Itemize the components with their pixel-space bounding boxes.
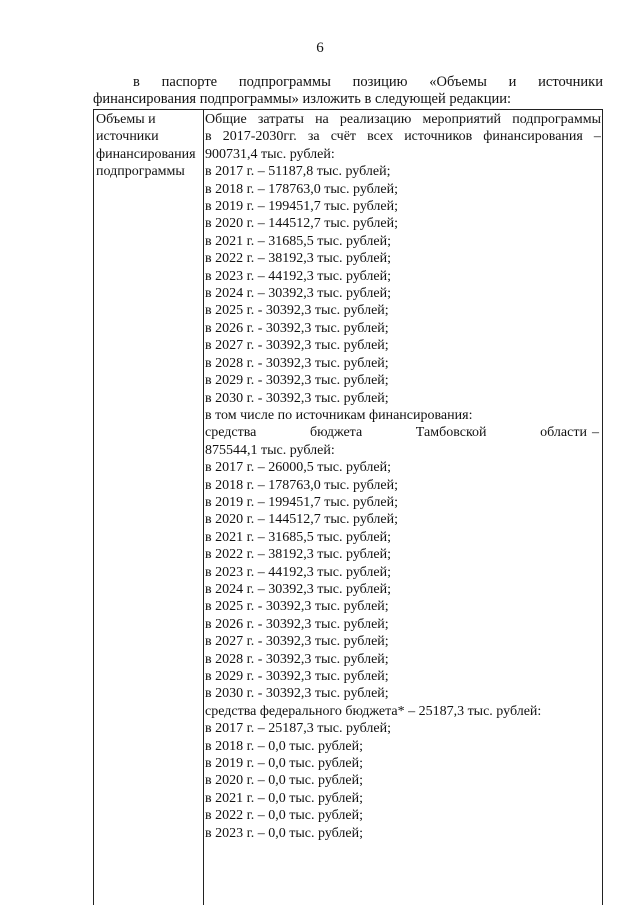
federal-year-line: в 2023 г. – 0,0 тыс. рублей;	[205, 825, 363, 841]
federal-year-line: в 2019 г. – 0,0 тыс. рублей;	[205, 756, 363, 772]
label-line: источники	[96, 129, 159, 145]
federal-year-line: в 2017 г. – 25187,3 тыс. рублей;	[205, 721, 391, 737]
table-label-cell	[96, 111, 201, 181]
word: подпрограммы	[512, 112, 601, 127]
federal-year-line: в 2022 г. – 0,0 тыс. рублей;	[205, 808, 363, 824]
total-year-line: в 2025 г. - 30392,3 тыс. рублей;	[205, 303, 389, 319]
total-year-line: в 2030 г. - 30392,3 тыс. рублей;	[205, 390, 389, 406]
intro-word: в	[133, 74, 140, 90]
total-year-line: в 2024 г. – 30392,3 тыс. рублей;	[205, 286, 391, 302]
word: затраты	[257, 112, 304, 127]
word: в	[205, 129, 212, 145]
dash: –	[592, 425, 599, 441]
intro-word: «Объемы	[429, 74, 487, 90]
regional-line-1	[205, 424, 601, 441]
intro-word: паспорте	[161, 74, 218, 90]
regional-year-line: в 2019 г. – 199451,7 тыс. рублей;	[205, 494, 398, 510]
word: Общие	[205, 112, 247, 127]
word: за	[307, 129, 320, 145]
total-year-line: в 2022 г. – 38192,3 тыс. рублей;	[205, 251, 391, 267]
intro-paragraph	[93, 74, 603, 108]
intro-word: подпрограммы	[238, 74, 331, 90]
total-year-line: в 2018 г. – 178763,0 тыс. рублей;	[205, 181, 398, 197]
word: бюджета	[309, 425, 363, 441]
word: источников	[404, 129, 473, 145]
label-line: подпрограммы	[96, 164, 185, 180]
by-source-heading: в том числе по источникам финансирования:	[205, 407, 473, 423]
federal-year-line: в 2021 г. – 0,0 тыс. рублей;	[205, 790, 363, 806]
regional-year-line: в 2025 г. - 30392,3 тыс. рублей;	[205, 599, 389, 615]
regional-year-line: в 2020 г. – 144512,7 тыс. рублей;	[205, 512, 398, 528]
total-intro-line-2	[205, 128, 601, 145]
word: счёт	[330, 129, 357, 145]
word: области	[540, 425, 587, 441]
funding-table	[93, 109, 603, 905]
word: финансирования	[483, 129, 583, 145]
federal-heading: средства федерального бюджета* – 25187,3 тыс. рублей:	[205, 703, 542, 719]
regional-year-line: в 2023 г. – 44192,3 тыс. рублей;	[205, 564, 391, 580]
regional-year-line: в 2018 г. – 178763,0 тыс. рублей;	[205, 477, 398, 493]
total-year-line: в 2027 г. - 30392,3 тыс. рублей;	[205, 338, 389, 354]
total-year-line: в 2028 г. - 30392,3 тыс. рублей;	[205, 355, 389, 371]
regional-year-line: в 2029 г. - 30392,3 тыс. рублей;	[205, 669, 389, 684]
intro-line-2: финансирования подпрограммы» изложить в следующей редакции:	[93, 91, 512, 107]
table-value-cell	[205, 111, 601, 842]
word: средства	[205, 425, 257, 441]
word: на	[315, 112, 329, 127]
regional-year-line: в 2026 г. - 30392,3 тыс. рублей;	[205, 616, 389, 632]
intro-line-1	[93, 74, 603, 91]
total-year-line: в 2019 г. – 199451,7 тыс. рублей;	[205, 199, 398, 215]
intro-word: источники	[538, 74, 603, 90]
total-year-line: в 2020 г. – 144512,7 тыс. рублей;	[205, 216, 398, 232]
total-amount-line: 900731,4 тыс. рублей:	[205, 146, 335, 162]
federal-year-line: в 2018 г. – 0,0 тыс. рублей;	[205, 738, 363, 754]
regional-year-line: в 2030 г. - 30392,3 тыс. рублей;	[205, 686, 389, 702]
total-year-line: в 2026 г. - 30392,3 тыс. рублей;	[205, 320, 389, 336]
regional-year-line: в 2024 г. – 30392,3 тыс. рублей;	[205, 581, 391, 597]
total-year-line: в 2017 г. – 51187,8 тыс. рублей;	[205, 164, 391, 180]
intro-word: и	[508, 74, 517, 90]
regional-year-line: в 2021 г. – 31685,5 тыс. рублей;	[205, 529, 391, 545]
word: реализацию	[339, 112, 412, 127]
page-number: 6	[316, 40, 324, 56]
regional-year-line: в 2027 г. - 30392,3 тыс. рублей;	[205, 634, 389, 650]
word: Тамбовской	[415, 425, 487, 441]
label-line: финансирования	[96, 146, 196, 162]
total-intro-line-1	[205, 111, 601, 128]
total-year-line: в 2023 г. – 44192,3 тыс. рублей;	[205, 268, 391, 284]
column-divider	[203, 110, 204, 905]
regional-year-line: в 2017 г. – 26000,5 тыс. рублей;	[205, 460, 391, 476]
total-year-line: в 2029 г. - 30392,3 тыс. рублей;	[205, 373, 389, 389]
word: мероприятий	[422, 112, 502, 127]
word: –	[593, 129, 601, 145]
federal-year-line: в 2020 г. – 0,0 тыс. рублей;	[205, 773, 363, 789]
regional-amount-line: 875544,1 тыс. рублей:	[205, 442, 335, 458]
word: всех	[367, 129, 394, 145]
total-year-line: в 2021 г. – 31685,5 тыс. рублей;	[205, 233, 391, 249]
intro-word: позицию	[352, 74, 408, 90]
label-line: Объемы и	[96, 112, 156, 127]
word: 2017-2030гг.	[222, 129, 297, 145]
regional-year-line: в 2028 г. - 30392,3 тыс. рублей;	[205, 651, 389, 667]
regional-year-line: в 2022 г. – 38192,3 тыс. рублей;	[205, 547, 391, 563]
